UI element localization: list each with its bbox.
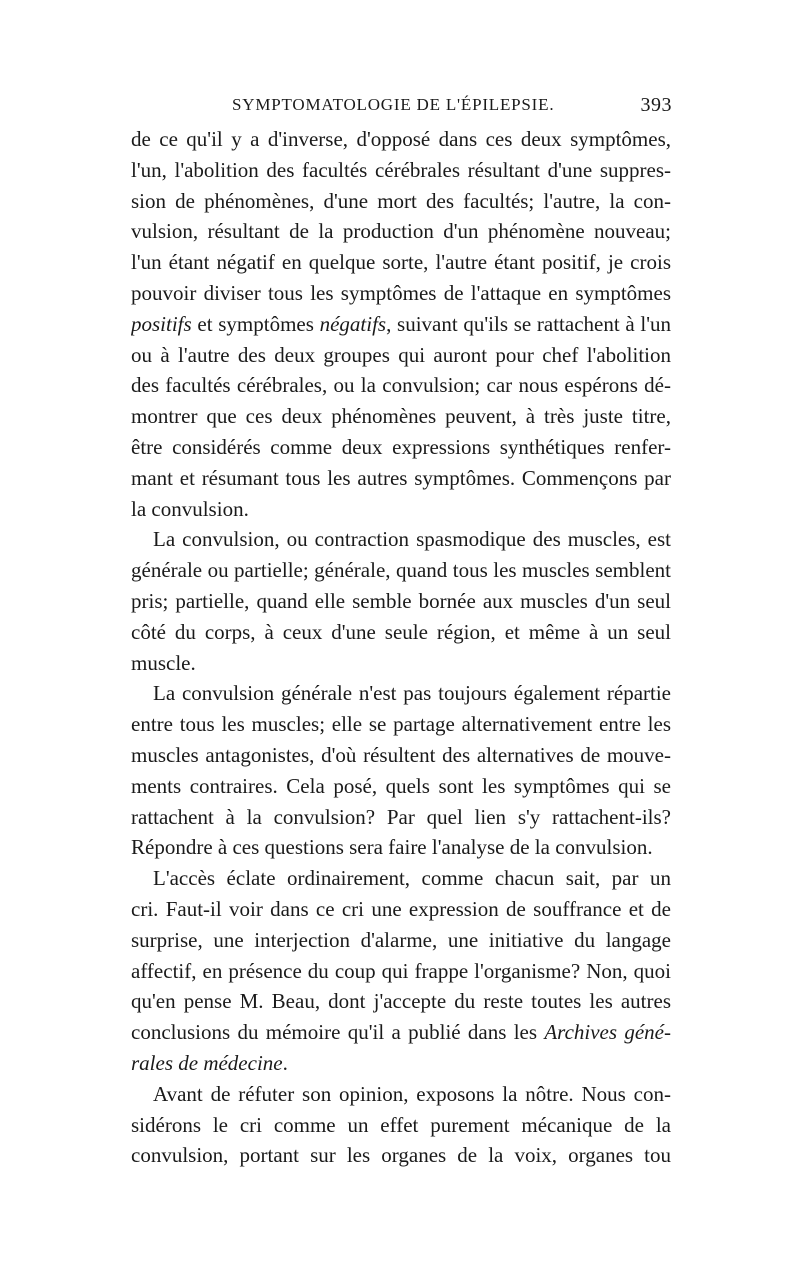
text-line: sion de phénomènes, d'une mort des facultés; l'autre, la con- xyxy=(131,188,671,213)
text-line: des facultés cérébrales, ou la convulsion; car nous espérons dé- xyxy=(131,373,671,398)
text-line: l'un étant négatif en quelque sorte, l'autre étant positif, je crois xyxy=(131,250,671,275)
text-line: pris; partielle, quand elle semble bornée aux muscles d'un seul xyxy=(131,588,671,613)
text-line: La convulsion, ou contraction spasmodique des muscles, est xyxy=(153,527,671,552)
text-line: affectif, en présence du coup qui frappe l'organisme? Non, quoi xyxy=(131,958,671,983)
text-line: vulsion, résultant de la production d'un phénomène nouveau; xyxy=(131,219,671,244)
paragraph xyxy=(131,678,671,863)
text-line: côté du corps, à ceux d'une seule région, et même à un seul xyxy=(131,619,671,644)
text-line: l'un, l'abolition des facultés cérébrales résultant d'une suppres- xyxy=(131,157,671,182)
text-line: surprise, une interjection d'alarme, une initiative du langage xyxy=(131,927,671,952)
text-line: Répondre à ces questions sera faire l'analyse de la convulsion. xyxy=(131,835,653,860)
italic-title: Archives géné- xyxy=(544,1020,671,1045)
text-line: cri. Faut-il voir dans ce cri une expression de souffrance et de xyxy=(131,896,671,921)
text-line: qu'en pense M. Beau, dont j'accepte du reste toutes les autres xyxy=(131,989,671,1014)
text-line xyxy=(131,1017,671,1048)
text-line: L'accès éclate ordinairement, comme chacun sait, par un xyxy=(153,866,671,891)
text-run: . xyxy=(282,1050,288,1075)
text-line: sidérons le cri comme un effet purement mécanique de la xyxy=(131,1112,671,1137)
text-line: Avant de réfuter son opinion, exposons la nôtre. Nous con- xyxy=(153,1081,671,1106)
text-run: conclusions du mémoire qu'il a publié dans les xyxy=(131,1020,545,1045)
text-line: La convulsion générale n'est pas toujours également répartie xyxy=(153,681,671,706)
body-text xyxy=(131,124,671,1171)
text-line: ments contraires. Cela posé, quels sont les symptômes qui se xyxy=(131,773,671,798)
text-line: montrer que ces deux phénomènes peuvent, à très juste titre, xyxy=(131,404,671,429)
running-head-title: SYMPTOMATOLOGIE DE L'ÉPILEPSIE. xyxy=(232,95,555,114)
text-line: pouvoir diviser tous les symptômes de l'attaque en symptômes xyxy=(131,280,671,305)
text-line xyxy=(131,309,671,340)
paragraph xyxy=(131,124,671,524)
paragraph xyxy=(131,1079,671,1171)
text-line: ou à l'autre des deux groupes qui auront pour chef l'abolition xyxy=(131,342,671,367)
italic-title: rales de médecine xyxy=(131,1050,283,1075)
text-line: muscle. xyxy=(131,650,196,675)
text-line: rattachent à la convulsion? Par quel lien s'y rattachent-ils? xyxy=(131,804,671,829)
paragraph xyxy=(131,863,671,1079)
text-line xyxy=(131,1048,671,1079)
text-line: entre tous les muscles; elle se partage alternativement entre les xyxy=(131,712,671,737)
text-line: être considérés comme deux expressions synthétiques renfer- xyxy=(131,434,671,459)
italic-term: positifs xyxy=(131,311,192,336)
text-line: muscles antagonistes, d'où résultent des alternatives de mouve- xyxy=(131,742,671,767)
text-line: convulsion, portant sur les organes de la voix, organes tou xyxy=(131,1143,671,1168)
text-line: de ce qu'il y a d'inverse, d'opposé dans ces deux symptômes, xyxy=(131,127,671,151)
italic-term: négatifs xyxy=(319,311,387,336)
text-line: mant et résumant tous les autres symptômes. Commençons par xyxy=(131,465,671,490)
text-line: générale ou partielle; générale, quand tous les muscles semblent xyxy=(131,558,671,583)
paragraph xyxy=(131,524,671,678)
text-run: , suivant qu'ils se rattachent à l'un xyxy=(386,311,671,336)
page-number: 393 xyxy=(640,94,672,116)
text-run: et symptômes xyxy=(191,311,320,336)
text-line: la convulsion. xyxy=(131,496,249,521)
